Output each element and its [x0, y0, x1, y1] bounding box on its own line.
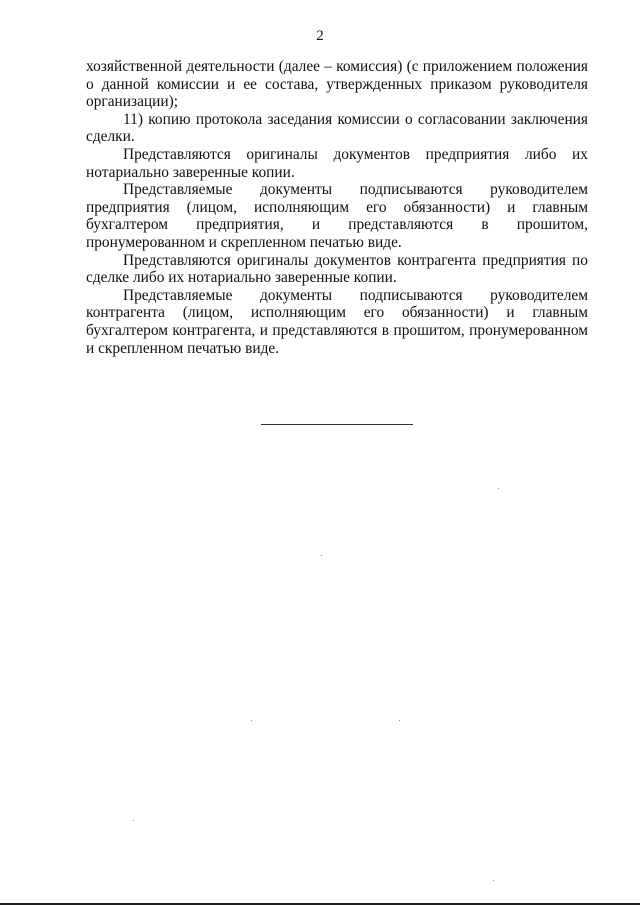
end-separator-line — [261, 424, 413, 425]
scan-speck — [498, 488, 499, 489]
scan-speck — [251, 720, 252, 721]
paragraph-item-11: 11) копию протокола заседания комиссии о согласовании заключения сделки. — [86, 110, 588, 146]
document-body — [86, 58, 588, 357]
paragraph-counterparty-signatures: Представляемые документы подписываются руководителем контрагента (лицом, исполняющим его обязанности) и главным бухгалтером контрагента, и представляются в прошитом, пронумерованном и скрепленном печатью виде. — [86, 286, 588, 357]
paragraph-enterprise-originals: Представляются оригиналы документов предприятия либо их нотариально заверенные копии. — [86, 145, 588, 181]
scan-speck — [133, 820, 134, 821]
scan-speck — [493, 880, 494, 881]
scan-speck — [399, 720, 400, 721]
page-number: 2 — [316, 28, 324, 44]
scan-speck — [321, 555, 322, 556]
paragraph-counterparty-originals: Представляются оригиналы документов контрагента предприятия по сделке либо их нотариально заверенные копии. — [86, 251, 588, 287]
paragraph-enterprise-signatures: Представляемые документы подписываются руководителем предприятия (лицом, исполняющим его обязанности) и главным бухгалтером предприятия, и представляются в прошитом, пронумерованном и скрепленном печатью виде. — [86, 181, 588, 251]
paragraph-continuation: хозяйственной деятельности (далее – комиссия) (с приложением положения о данной комиссии и ее состава, утвержденных приказом руководителя организации); — [86, 58, 588, 111]
